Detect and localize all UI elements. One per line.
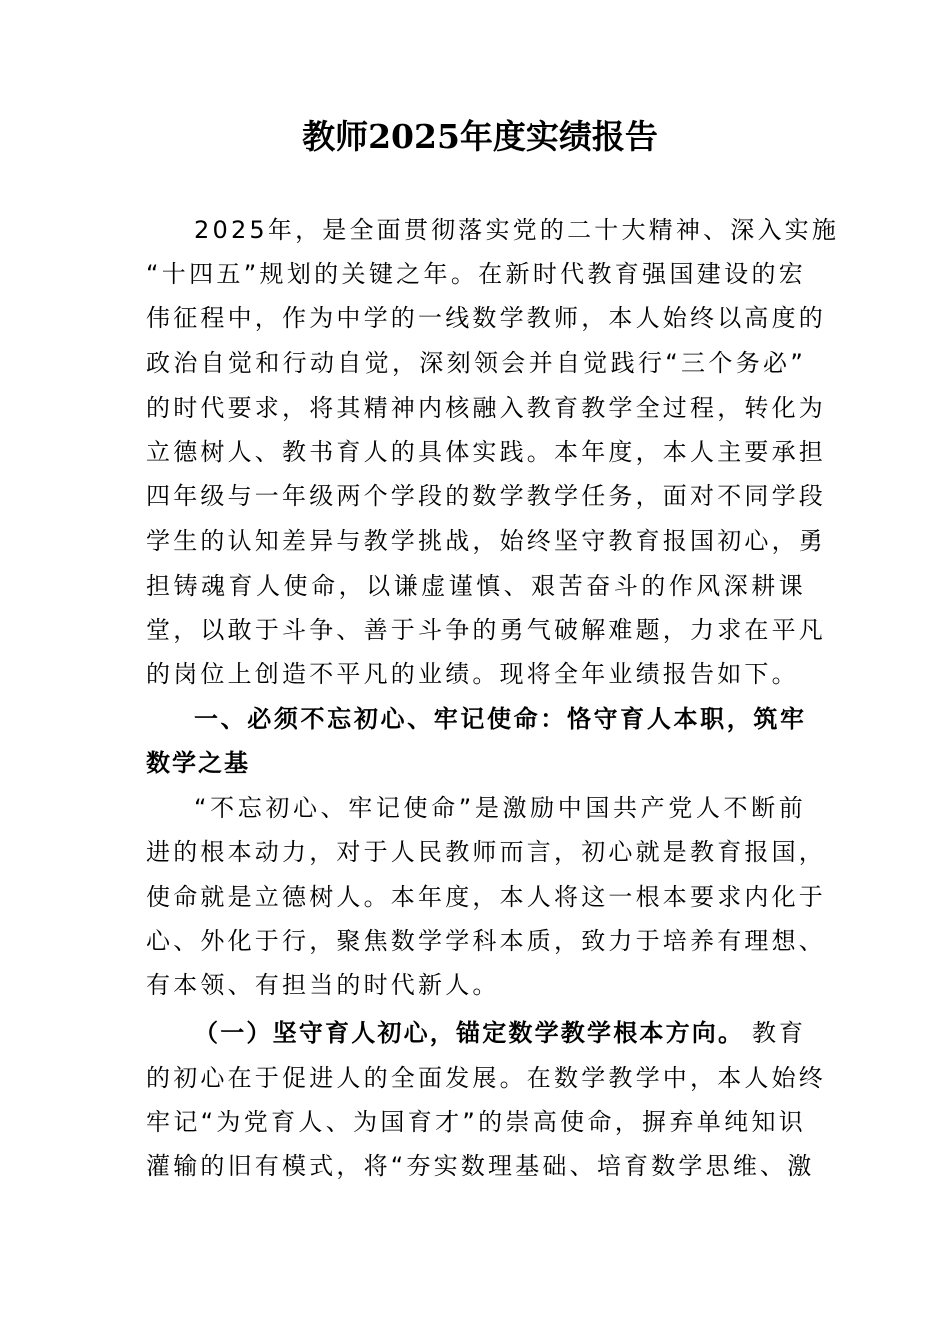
- paragraph-line: 心、外化于行，聚焦数学学科本质，致力于培养有理想、: [146, 927, 826, 955]
- paragraph-line: 有本领、有担当的时代新人。: [146, 971, 500, 999]
- paragraph-line: 四年级与一年级两个学段的数学教学任务，面对不同学段: [146, 482, 826, 510]
- section-heading: 数学之基: [146, 749, 250, 777]
- subsection-line: [194, 1013, 806, 1053]
- paragraph-line: “十四五”规划的关键之年。在新时代教育强国建设的宏: [146, 260, 806, 288]
- paragraph-line: 进的根本动力，对于人民教师而言，初心就是教育报国，: [146, 838, 826, 866]
- paragraph-line: 牢记“为党育人、为国育才”的崇高使命，摒弃单纯知识: [146, 1108, 806, 1136]
- document-title: 教师2025年度实绩报告: [302, 117, 658, 156]
- paragraph-line: 的初心在于促进人的全面发展。在数学教学中，本人始终: [146, 1064, 826, 1092]
- paragraph-line: 堂，以敢于斗争、善于斗争的勇气破解难题，力求在平凡: [146, 616, 826, 644]
- paragraph-line: 政治自觉和行动自觉，深刻领会并自觉践行“三个务必”: [146, 349, 806, 377]
- paragraph-line: 担铸魂育人使命，以谦虚谨慎、艰苦奋斗的作风深耕课: [146, 572, 806, 600]
- paragraph-line: 立德树人、教书育人的具体实践。本年度，本人主要承担: [146, 438, 826, 466]
- paragraph-line: 伟征程中，作为中学的一线数学教师，本人始终以高度的: [146, 304, 826, 332]
- paragraph-text: 教育: [752, 1019, 806, 1047]
- paragraph-line: 2025年，是全面贯彻落实党的二十大精神、深入实施: [194, 216, 840, 244]
- paragraph-line: 灌输的旧有模式，将“夯实数理基础、培育数学思维、激: [146, 1152, 815, 1180]
- paragraph-line: “不忘初心、牢记使命”是激励中国共产党人不断前: [194, 794, 806, 822]
- paragraph-line: 使命就是立德树人。本年度，本人将这一根本要求内化于: [146, 883, 826, 911]
- paragraph-line: 的岗位上创造不平凡的业绩。现将全年业绩报告如下。: [146, 660, 799, 688]
- paragraph-line: 的时代要求，将其精神内核融入教育教学全过程，转化为: [146, 394, 826, 422]
- subsection-heading: （一）坚守育人初心，锚定数学教学根本方向。: [194, 1019, 745, 1047]
- section-heading: 一、必须不忘初心、牢记使命：恪守育人本职，筑牢: [194, 705, 806, 733]
- paragraph-line: 学生的认知差异与教学挑战，始终坚守教育报国初心，勇: [146, 527, 826, 555]
